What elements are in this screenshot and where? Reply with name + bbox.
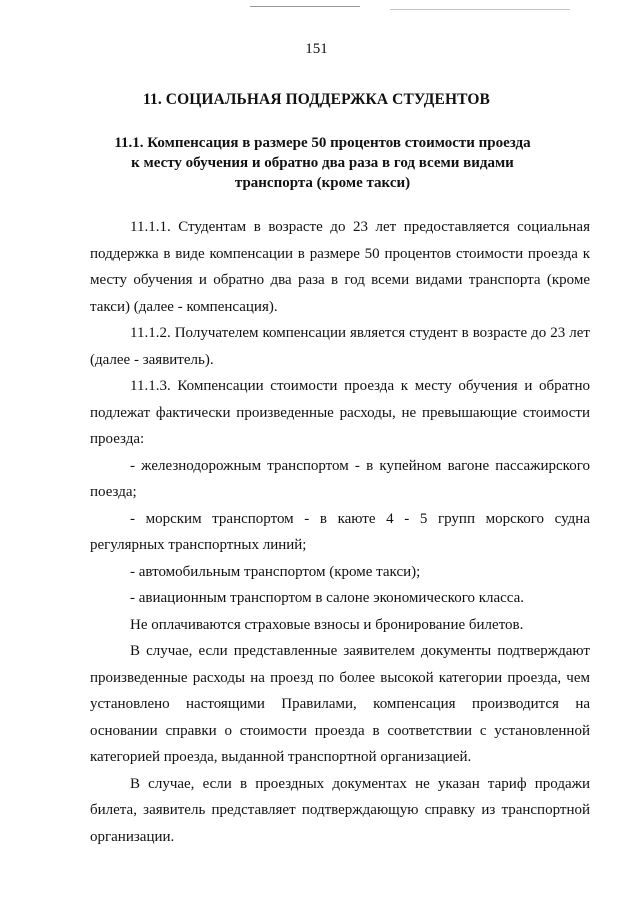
scan-artifact-line bbox=[250, 6, 360, 7]
subsection-title-line: к месту обучения и обратно два раза в год всеми видами bbox=[131, 155, 514, 171]
paragraph-higher-category: В случае, если представленные заявителем документы подтверждают произведенные расходы на проезд по более высокой категории проезда, чем установлено настоящими Правилами, компенсация производится на основании справки о стоимости проезда в соответствии с установленной категорией проезда, выданной транспортной организацией. bbox=[90, 643, 590, 765]
paragraph-11-1-2: 11.1.2. Получателем компенсации является студент в возрасте до 23 лет (далее - заявитель). bbox=[90, 325, 590, 368]
paragraph-no-tariff: В случае, если в проездных документах не указан тариф продажи билета, заявитель представляет подтверждающую справку из транспортной организации. bbox=[90, 775, 590, 845]
list-item-air: - авиационным транспортом в салоне экономического класса. bbox=[130, 590, 525, 606]
section-title: 11. СОЦИАЛЬНАЯ ПОДДЕРЖКА СТУДЕНТОВ bbox=[143, 91, 490, 108]
list-item-auto: - автомобильным транспортом (кроме такси); bbox=[130, 563, 421, 580]
paragraph-11-1-3: 11.1.3. Компенсации стоимости проезда к месту обучения и обратно подлежат фактически произведенные расходы, не превышающие стоимости проезда: bbox=[90, 378, 590, 447]
subsection-title-line: 11.1. Компенсация в размере 50 процентов стоимости проезда bbox=[114, 135, 531, 151]
paragraph-11-1-1: 11.1.1. Студентам в возрасте до 23 лет предоставляется социальная поддержка в виде компенсации в размере 50 процентов стоимости проезда к месту обучения и обратно два раза в год всеми видами транспорта (кроме такси) (далее - компенсация). bbox=[90, 219, 590, 315]
subsection-title-line: транспорта (кроме такси) bbox=[234, 175, 411, 191]
scan-artifact-line bbox=[390, 9, 570, 10]
paragraph-not-paid: Не оплачиваются страховые взносы и бронирование билетов. bbox=[130, 616, 524, 633]
list-item-sea: - морским транспортом - в каюте 4 - 5 групп морского судна регулярных транспортных линий; bbox=[90, 510, 590, 553]
body-text bbox=[90, 214, 590, 850]
list-item-rail: - железнодорожным транспортом - в купейном вагоне пассажирского поезда; bbox=[90, 457, 590, 500]
page-number: 151 bbox=[305, 41, 328, 57]
subsection-title bbox=[100, 133, 545, 193]
